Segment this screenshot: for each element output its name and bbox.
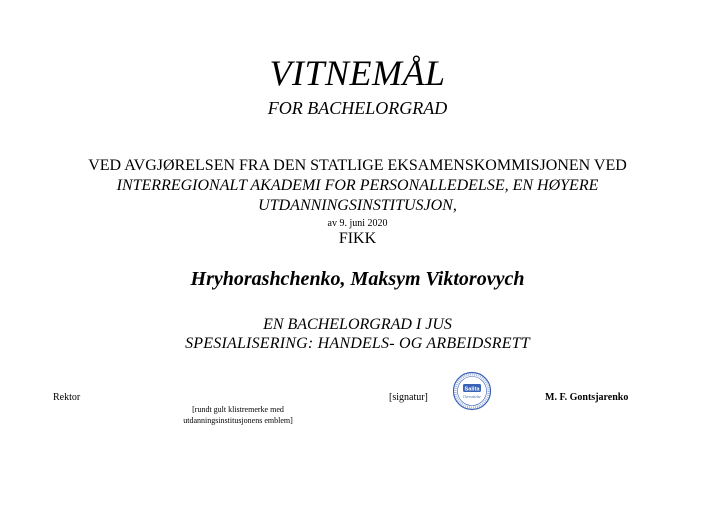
degree-line-1: EN BACHELORGRAD I JUS: [263, 316, 452, 333]
stamp-seal-icon: [452, 371, 492, 411]
recipient-name: Hryhorashchenko, Maksym Viktorovych: [190, 268, 525, 290]
degree-line-2: SPESIALISERING: HANDELS- OG ARBEIDSRETT: [185, 335, 530, 352]
translation-stamp: [452, 371, 492, 411]
sticker-note-line-1: [rundt gult klistremerke med: [192, 405, 284, 414]
received-label: FIKK: [338, 230, 377, 247]
document-title: VITNEMÅL: [269, 53, 446, 93]
signature-placeholder: [signatur]: [389, 392, 428, 403]
decision-line-3: UTDANNINGSINSTITUSJON,: [258, 197, 457, 214]
sticker-note: [168, 404, 308, 426]
rector-label: Rektor: [53, 392, 81, 403]
decision-line-1: VED AVGJØRELSEN FRA DEN STATLIGE EKSAMENSKOMMISJONEN VED: [88, 157, 627, 174]
decision-line-2: INTERREGIONALT AKADEMI FOR PERSONALLEDELSE, EN HØYERE: [116, 177, 599, 194]
signer-name: M. F. Gontsjarenko: [545, 392, 629, 403]
stamp-sub-text: Oversettelse: [463, 395, 481, 399]
decision-date: av 9. juni 2020: [327, 218, 388, 229]
stamp-logo-text: Salita: [464, 386, 480, 393]
sticker-note-line-2: utdanningsinstitusjonens emblem]: [183, 416, 293, 425]
document-subtitle: FOR BACHELORGRAD: [267, 98, 448, 118]
